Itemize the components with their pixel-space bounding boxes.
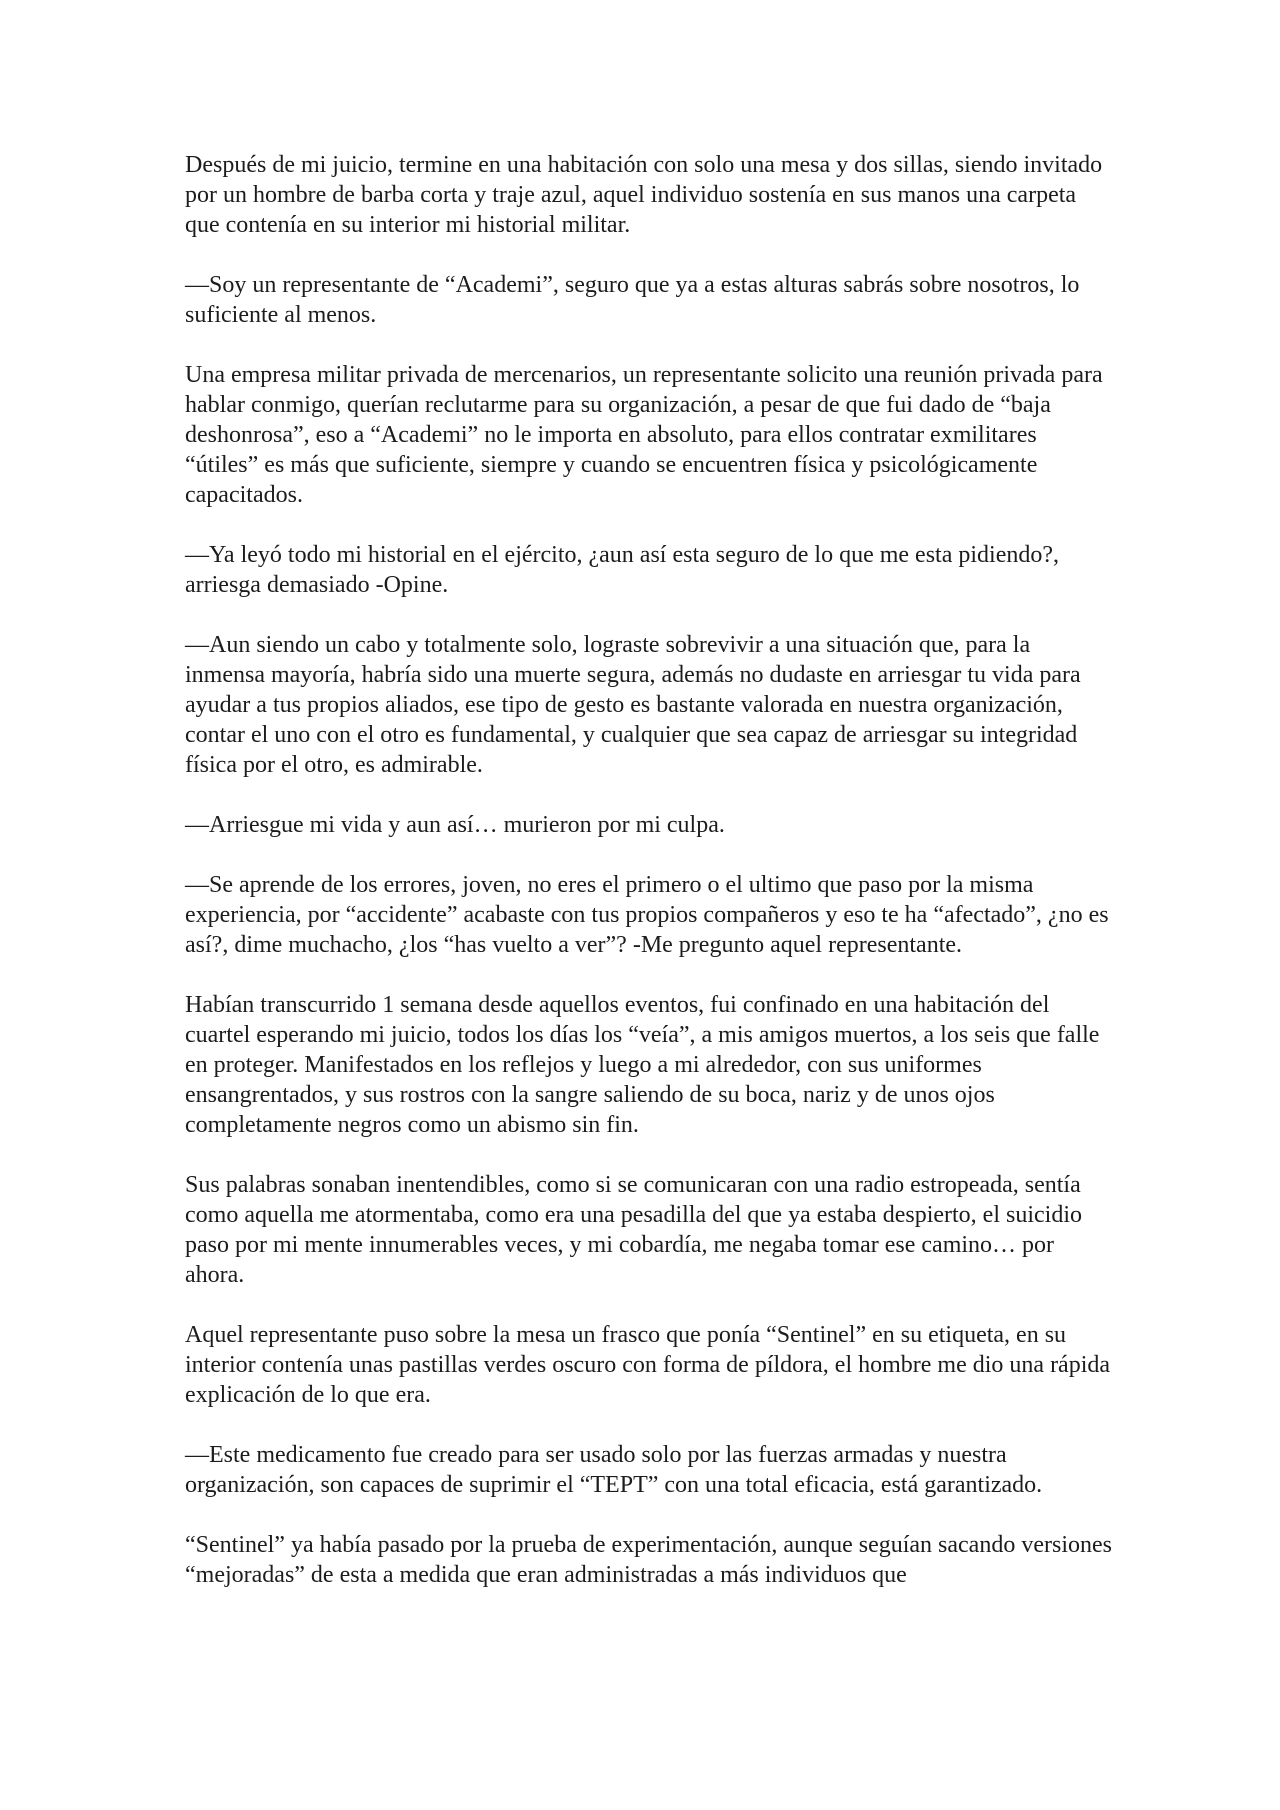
paragraph: —Aun siendo un cabo y totalmente solo, lograste sobrevivir a una situación que, para la inmensa mayoría, habría sido una muerte segura, además no dudaste en arriesgar tu vida para ayudar a tus propios aliados, ese tipo de gesto es bastante valorada en nuestra organización, contar el uno con el otro es fundamental, y cualquier que sea capaz de arriesgar su integridad física por el otro, es admirable. bbox=[185, 632, 1081, 778]
paragraph: —Ya leyó todo mi historial en el ejército, ¿aun así esta seguro de lo que me esta pidiendo?, arriesga demasiado -Opine. bbox=[185, 542, 1059, 598]
paragraph: Aquel representante puso sobre la mesa un frasco que ponía “Sentinel” en su etiqueta, en su interior contenía unas pastillas verdes oscuro con forma de píldora, el hombre me dio una rápida explicación de lo que era. bbox=[185, 1322, 1111, 1408]
paragraph: Una empresa militar privada de mercenarios, un representante solicito una reunión privada para hablar conmigo, querían reclutarme para su organización, a pesar de que fui dado de “baja deshonrosa”, eso a “Academi” no le importa en absoluto, para ellos contratar exmilitares “útiles” es más que suficiente, siempre y cuando se encuentren física y psicológicamente capacitados. bbox=[185, 362, 1103, 508]
paragraph: —Soy un representante de “Academi”, seguro que ya a estas alturas sabrás sobre nosotros, lo suficiente al menos. bbox=[185, 272, 1080, 328]
paragraph: —Este medicamento fue creado para ser usado solo por las fuerzas armadas y nuestra organización, son capaces de suprimir el “TEPT” con una total eficacia, está garantizado. bbox=[185, 1442, 1043, 1498]
paragraph: Sus palabras sonaban inentendibles, como si se comunicaran con una radio estropeada, sentía como aquella me atormentaba, como era una pesadilla del que ya estaba despierto, el suicidio paso por mi mente innumerables veces, y mi cobardía, me negaba tomar ese camino… por ahora. bbox=[185, 1172, 1082, 1288]
paragraph: —Arriesgue mi vida y aun así… murieron por mi culpa. bbox=[185, 812, 725, 838]
paragraph: Después de mi juicio, termine en una habitación con solo una mesa y dos sillas, siendo invitado por un hombre de barba corta y traje azul, aquel individuo sostenía en sus manos una carpeta que contenía en su interior mi historial militar. bbox=[185, 152, 1103, 238]
paragraph: “Sentinel” ya había pasado por la prueba de experimentación, aunque seguían sacando versiones “mejoradas” de esta a medida que eran administradas a más individuos que bbox=[185, 1532, 1112, 1588]
paragraph: Habían transcurrido 1 semana desde aquellos eventos, fui confinado en una habitación del cuartel esperando mi juicio, todos los días los “veía”, a mis amigos muertos, a los seis que falle en proteger. Manifestados en los reflejos y luego a mi alrededor, con sus uniformes ensangrentados, y sus rostros con la sangre saliendo de su boca, nariz y de unos ojos completamente negros como un abismo sin fin. bbox=[185, 992, 1100, 1138]
document-page bbox=[185, 150, 1115, 1620]
paragraph: —Se aprende de los errores, joven, no eres el primero o el ultimo que paso por la misma experiencia, por “accidente” acabaste con tus propios compañeros y eso te ha “afectado”, ¿no es así?, dime muchacho, ¿los “has vuelto a ver”? -Me pregunto aquel representante. bbox=[185, 872, 1109, 958]
